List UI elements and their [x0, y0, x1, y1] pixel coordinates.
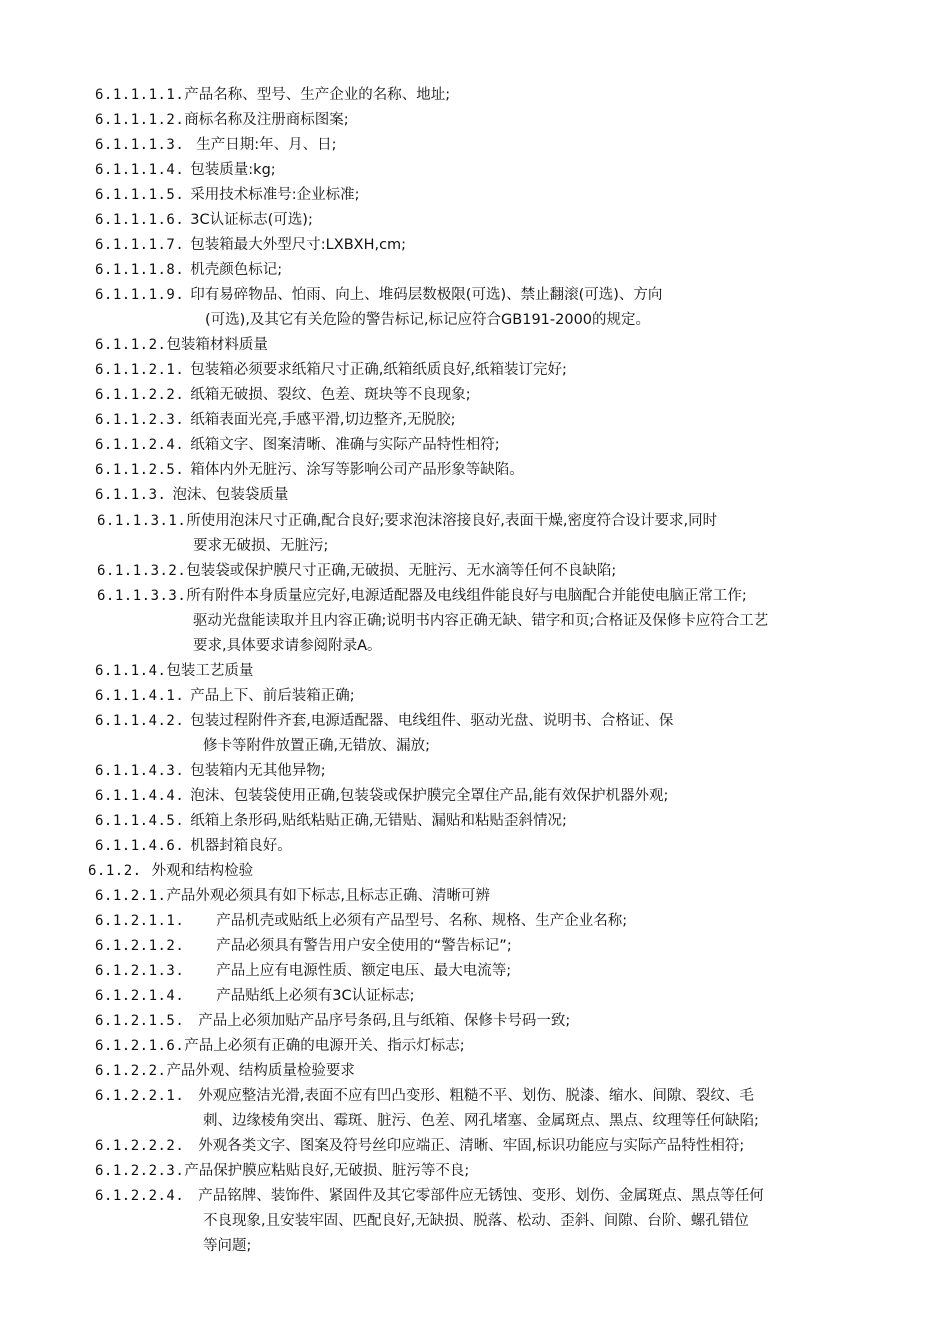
section-number: 6.1.1.4.6.	[95, 838, 185, 854]
line-text: 产品名称、型号、生产企业的名称、地址;	[184, 87, 451, 103]
line-text: 等问题;	[203, 1238, 252, 1254]
doc-line	[95, 460, 524, 480]
line-text: 产品机壳或贴纸上必须有产品型号、名称、规格、生产企业名称;	[216, 913, 628, 929]
section-number: 6.1.1.2.1.	[95, 362, 185, 378]
doc-line	[95, 260, 282, 280]
line-text: 驱动光盘能读取并且内容正确;说明书内容正确无缺、错字和页;合格证及保修卡应符合工艺	[193, 613, 769, 629]
section-number: 6.1.1.3.	[95, 487, 167, 503]
section-number: 6.1.1.2.3.	[95, 412, 185, 428]
section-number: 6.1.1.3.2.	[97, 563, 187, 579]
section-number: 6.1.2.2.3.	[95, 1163, 185, 1179]
doc-line	[95, 385, 471, 405]
doc-line	[95, 1186, 764, 1206]
doc-line	[95, 1161, 469, 1181]
line-text: 修卡等附件放置正确,无错放、漏放;	[203, 738, 430, 754]
section-number: 6.1.1.2.	[95, 337, 167, 353]
doc-line	[95, 160, 276, 180]
line-text: 产品外观、结构质量检验要求	[166, 1063, 355, 1079]
line-text: 产品保护膜应粘贴良好,无破损、脏污等不良;	[184, 1163, 470, 1179]
doc-line	[95, 911, 627, 931]
section-number: 6.1.1.1.3.	[95, 137, 185, 153]
line-text: 产品上必须加贴产品序号条码,且与纸箱、保修卡号码一致;	[198, 1013, 571, 1029]
line-text: 印有易碎物品、怕雨、向上、堆码层数极限(可选)、禁止翻滚(可选)、方向	[190, 287, 663, 303]
section-number: 6.1.1.1.4.	[95, 162, 185, 178]
doc-line	[97, 511, 717, 531]
section-number: 6.1.2.2.2.	[95, 1138, 185, 1154]
section-number: 6.1.1.1.2.	[95, 112, 185, 128]
section-number: 6.1.2.2.	[95, 1063, 167, 1079]
line-text: 商标名称及注册商标图案;	[184, 112, 349, 128]
section-number: 6.1.2.2.4.	[95, 1188, 185, 1204]
line-text: 产品上应有电源性质、额定电压、最大电流等;	[216, 963, 512, 979]
line-text: 产品上必须有正确的电源开关、指示灯标志;	[184, 1038, 465, 1054]
doc-line	[95, 886, 490, 906]
doc-line	[203, 736, 430, 756]
line-text: 箱体内外无脏污、涂写等影响公司产品形象等缺陷。	[190, 462, 524, 478]
doc-line	[95, 410, 456, 430]
doc-line	[95, 986, 415, 1006]
line-text: 包装工艺质量	[166, 663, 254, 679]
doc-line	[95, 661, 253, 681]
line-text: 外观各类文字、图案及符号丝印应端正、清晰、牢固,标识功能应与实际产品特性相符;	[198, 1138, 745, 1154]
line-text: 泡沫、包装袋质量	[172, 487, 289, 503]
doc-line	[203, 1236, 251, 1256]
section-number: 6.1.2.	[88, 863, 142, 879]
section-number: 6.1.2.1.	[95, 888, 167, 904]
line-text: 纸箱文字、图案清晰、准确与实际产品特性相符;	[190, 437, 500, 453]
section-number: 6.1.1.2.2.	[95, 387, 185, 403]
doc-line	[95, 285, 662, 305]
line-text: 产品必须具有警告用户安全使用的“警告标记”;	[216, 938, 512, 954]
line-text: 要求,具体要求请参阅附录A。	[193, 638, 382, 654]
section-number: 6.1.2.1.6.	[95, 1038, 185, 1054]
line-text: 包装箱必须要求纸箱尺寸正确,纸箱纸质良好,纸箱装订完好;	[190, 362, 567, 378]
section-number: 6.1.1.2.5.	[95, 462, 185, 478]
section-number: 6.1.1.1.7.	[95, 237, 185, 253]
doc-line	[97, 586, 747, 606]
doc-line	[95, 210, 313, 230]
section-number: 6.1.1.4.4.	[95, 788, 185, 804]
line-text: 不良现象,且安装牢固、匹配良好,无缺损、脱落、松动、歪斜、间隙、台阶、螺孔错位	[203, 1213, 749, 1229]
line-text: 机壳颜色标记;	[190, 262, 283, 278]
doc-line	[95, 335, 268, 355]
section-number: 6.1.1.1.8.	[95, 262, 185, 278]
doc-line	[95, 135, 337, 155]
section-number: 6.1.1.4.	[95, 663, 167, 679]
line-text: 包装箱材料质量	[166, 337, 268, 353]
section-number: 6.1.1.4.5.	[95, 813, 185, 829]
line-text: 产品铭牌、装饰件、紧固件及其它零部件应无锈蚀、变形、划伤、金属斑点、黑点等任何	[198, 1188, 764, 1204]
doc-line	[193, 611, 768, 631]
section-number: 6.1.1.4.2.	[95, 713, 185, 729]
doc-line	[205, 310, 650, 330]
line-text: 包装过程附件齐套,电源适配器、电线组件、驱动光盘、说明书、合格证、保	[190, 713, 674, 729]
section-number: 6.1.1.4.1.	[95, 688, 185, 704]
section-number: 6.1.1.2.4.	[95, 437, 185, 453]
section-number: 6.1.2.2.1.	[95, 1088, 185, 1104]
doc-line	[95, 185, 360, 205]
doc-line	[95, 1136, 744, 1156]
doc-line	[95, 360, 567, 380]
line-text: 生产日期:年、月、日;	[196, 137, 337, 153]
line-text: 要求无破损、无脏污;	[193, 538, 329, 554]
section-number: 6.1.1.1.6.	[95, 212, 185, 228]
line-text: 包装质量:kg;	[190, 162, 276, 178]
line-text: 外观应整洁光滑,表面不应有凹凸变形、粗糙不平、划伤、脱漆、缩水、间隙、裂纹、毛	[198, 1088, 754, 1104]
section-number: 6.1.1.4.3.	[95, 763, 185, 779]
line-text: 采用技术标准号:企业标准;	[190, 187, 360, 203]
doc-line	[95, 1086, 754, 1106]
doc-line	[193, 536, 328, 556]
doc-line	[95, 1036, 465, 1056]
doc-line	[203, 1211, 749, 1231]
doc-line	[203, 1111, 759, 1131]
line-text: 外观和结构检验	[151, 863, 254, 879]
section-number: 6.1.1.3.3.	[97, 588, 187, 604]
section-number: 6.1.1.1.1.	[95, 87, 185, 103]
doc-line	[95, 686, 355, 706]
line-text: 泡沫、包装袋使用正确,包装袋或保护膜完全罩住产品,能有效保护机器外观;	[190, 788, 669, 804]
doc-line	[97, 561, 616, 581]
line-text: 所有附件本身质量应完好,电源适配器及电线组件能良好与电脑配合并能使电脑正常工作;	[186, 588, 747, 604]
line-text: 3C认证标志(可选);	[190, 212, 313, 228]
doc-line	[95, 110, 349, 130]
doc-line	[95, 85, 450, 105]
line-text: 包装袋或保护膜尺寸正确,无破损、无脏污、无水滴等任何不良缺陷;	[186, 563, 617, 579]
doc-line	[88, 861, 253, 881]
section-number: 6.1.2.1.5.	[95, 1013, 185, 1029]
doc-line	[95, 836, 292, 856]
doc-line	[95, 1061, 355, 1081]
line-text: 纸箱上条形码,贴纸粘贴正确,无错贴、漏贴和粘贴歪斜情况;	[190, 813, 567, 829]
doc-line	[95, 936, 512, 956]
doc-line	[95, 961, 511, 981]
doc-line	[95, 235, 406, 255]
line-text: 包装箱最大外型尺寸:LXBXH,cm;	[190, 237, 407, 253]
line-text: (可选),及其它有关危险的警告标记,标记应符合GB191-2000的规定。	[205, 312, 651, 328]
section-number: 6.1.1.1.5.	[95, 187, 185, 203]
doc-line	[95, 811, 567, 831]
section-number: 6.1.2.1.3.	[95, 963, 185, 979]
doc-line	[193, 636, 382, 656]
section-number: 6.1.2.1.4.	[95, 988, 185, 1004]
doc-line	[95, 1011, 570, 1031]
line-text: 所使用泡沫尺寸正确,配合良好;要求泡沫溶接良好,表面干燥,密度符合设计要求,同时	[186, 513, 718, 529]
line-text: 刺、边缘棱角突出、霉斑、脏污、色差、网孔堵塞、金属斑点、黑点、纹理等任何缺陷;	[203, 1113, 759, 1129]
doc-line	[95, 435, 500, 455]
section-number: 6.1.1.3.1.	[97, 513, 187, 529]
line-text: 纸箱无破损、裂纹、色差、斑块等不良现象;	[190, 387, 471, 403]
line-text: 产品外观必须具有如下标志,且标志正确、清晰可辨	[166, 888, 491, 904]
doc-line	[95, 711, 673, 731]
doc-line	[95, 485, 288, 505]
line-text: 纸箱表面光亮,手感平滑,切边整齐,无脱胶;	[190, 412, 456, 428]
line-text: 产品贴纸上必须有3C认证标志;	[216, 988, 415, 1004]
section-number: 6.1.1.1.9.	[95, 287, 185, 303]
doc-line	[95, 761, 326, 781]
section-number: 6.1.2.1.1.	[95, 913, 185, 929]
section-number: 6.1.2.1.2.	[95, 938, 185, 954]
doc-line	[95, 786, 668, 806]
line-text: 产品上下、前后装箱正确;	[190, 688, 355, 704]
line-text: 机器封箱良好。	[190, 838, 292, 854]
line-text: 包装箱内无其他异物;	[190, 763, 326, 779]
